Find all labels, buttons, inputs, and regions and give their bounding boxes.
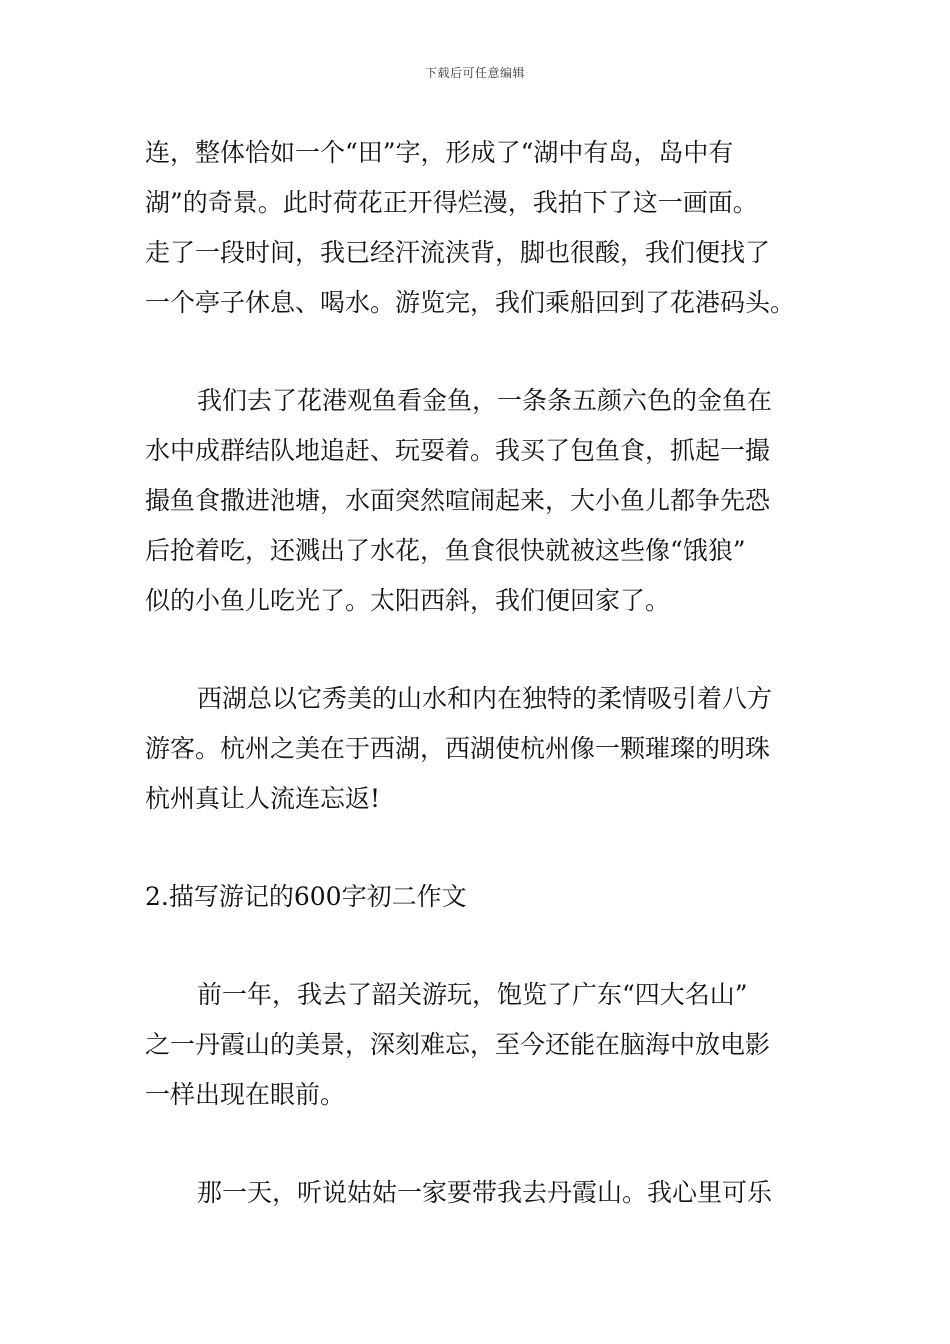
page-header: 下载后可任意编辑: [424, 66, 525, 80]
paragraph-gap: [145, 922, 810, 970]
text-line: 杭州真让人流连忘返!: [145, 784, 381, 813]
paragraph: [145, 128, 810, 328]
document-body: [145, 128, 810, 1218]
text-line: 前一年，我去了韶关游玩，饱览了广东“四大名山”: [197, 980, 748, 1009]
paragraph: [145, 1168, 810, 1218]
text-line: 似的小鱼儿吃光了。太阳西斜，我们便回家了。: [145, 586, 671, 615]
text-line: 西湖总以它秀美的山水和内在独特的柔情吸引着八方: [197, 684, 773, 713]
paragraph-gap: [145, 328, 810, 376]
paragraph-gap: [145, 1120, 810, 1168]
text-line: 我们去了花港观鱼看金鱼，一条条五颜六色的金鱼在: [197, 386, 773, 415]
text-line: 湖”的奇景。此时荷花正开得烂漫，我拍下了这一画面。: [145, 188, 758, 217]
section-heading: 2.描写游记的600字初二作文: [145, 882, 467, 911]
paragraph: [145, 674, 810, 824]
paragraph: [145, 376, 810, 626]
text-line: 之一丹霞山的美景，深刻难忘，至今还能在脑海中放电影: [145, 1030, 771, 1059]
text-line: 一样出现在眼前。: [145, 1080, 346, 1109]
text-line: 游客。杭州之美在于西湖，西湖使杭州像一颗璀璨的明珠: [145, 734, 771, 763]
paragraph: [145, 970, 810, 1120]
text-line: 水中成群结队地追赶、玩耍着。我买了包鱼食，抓起一撮: [145, 436, 771, 465]
paragraph-gap: [145, 824, 810, 872]
text-line: 撮鱼食撒进池塘，水面突然喧闹起来，大小鱼儿都争先恐: [145, 486, 771, 515]
text-line: 走了一段时间，我已经汗流浃背，脚也很酸，我们便找了: [145, 238, 771, 267]
paragraph-gap: [145, 626, 810, 674]
text-line: 连，整体恰如一个“田”字，形成了“湖中有岛，岛中有: [145, 138, 734, 167]
text-line: 后抢着吃，还溅出了水花，鱼食很快就被这些像“饿狼”: [145, 536, 746, 565]
text-line: 那一天，听说姑姑一家要带我去丹霞山。我心里可乐: [197, 1178, 773, 1207]
text-line: 一个亭子休息、喝水。游览完，我们乘船回到了花港码头。: [145, 288, 796, 317]
